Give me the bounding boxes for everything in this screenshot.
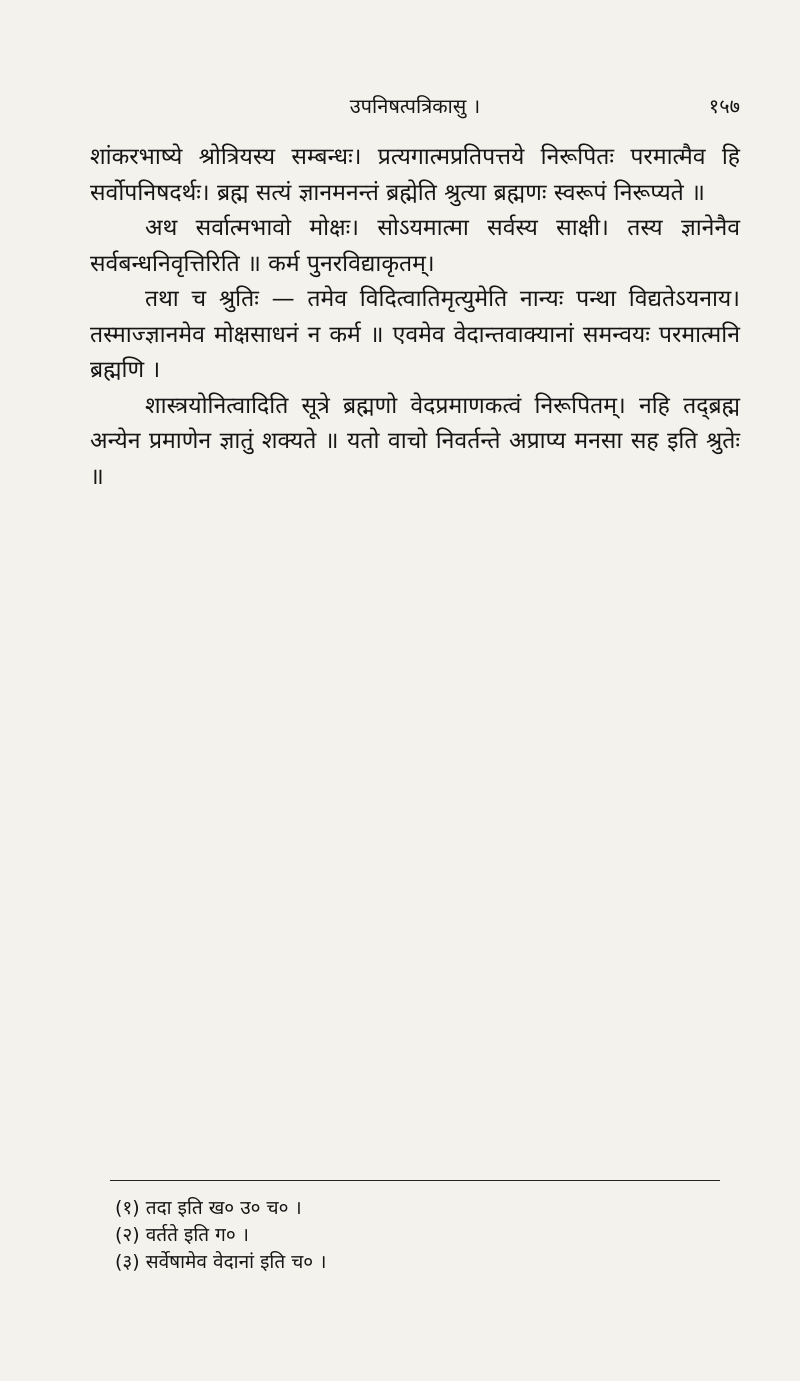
footnote: (३) सर्वेषामेव वेदानां इति च० । [115, 1251, 327, 1273]
footnotes [115, 1195, 715, 1276]
paragraph: तथा च श्रुतिः — तमेव विदित्वातिमृत्युमेति नान्यः पन्था विद्यतेऽयनाय। तस्माज्ज्ञानमेव मोक्षसाधनं न कर्म ॥ एवमेव वेदान्तवाक्यानां समन्वयः परमात्मनि ब्रह्मणि । [90, 286, 740, 383]
running-header [90, 92, 740, 120]
paragraph: शास्त्रयोनित्वादिति सूत्रे ब्रह्मणो वेदप्रमाणकत्वं निरूपितम्। नहि तद्ब्रह्म अन्येन प्रमाणेन ज्ञातुं शक्यते ॥ यतो वाचो निवर्तन्ते अप्राप्य मनसा सह इति श्रुतेः ॥ [90, 392, 740, 490]
paragraph: शांकरभाष्ये श्रोत्रियस्य सम्बन्धः। प्रत्यगात्मप्रतिपत्तये निरूपितः परमात्मैव हि सर्वोपनिषदर्थः। ब्रह्म सत्यं ज्ञानमनन्तं ब्रह्मेति श्रुत्या ब्रह्मणः स्वरूपं निरूप्यते ॥ [90, 144, 740, 206]
footnote: (१) तदा इति ख० उ० च० । [115, 1197, 302, 1219]
page-number: १५७ [708, 94, 740, 118]
paragraph: अथ सर्वात्मभावो मोक्षः। सोऽयमात्मा सर्वस्य साक्षी। तस्य ज्ञानेनैव सर्वबन्धनिवृत्तिरिति ॥ कर्म पुनरविद्याकृतम्। [90, 215, 740, 277]
footnote-rule [110, 1180, 720, 1181]
body-text [90, 140, 740, 495]
footnote: (२) वर्तते इति ग० । [115, 1224, 249, 1246]
running-title: उपनिषत्पत्रिकासु । [349, 94, 481, 118]
